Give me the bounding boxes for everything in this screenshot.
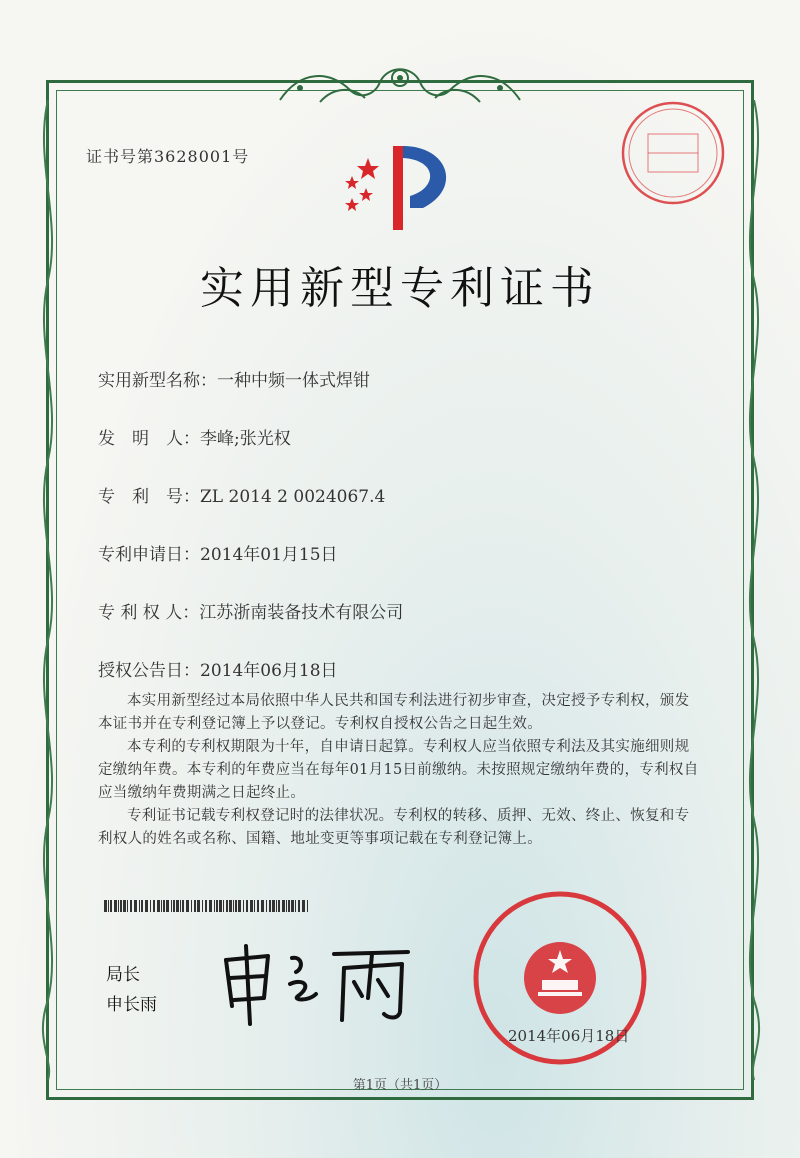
barcode-bar [205,900,207,912]
field-application-date [98,540,338,565]
barcode-bar [307,900,308,912]
barcode-bar [194,900,196,912]
barcode-bar [269,900,271,912]
barcode-bar [139,900,140,912]
barcode-bar [173,900,175,912]
barcode-bar [298,900,300,912]
barcode-bar [257,900,259,912]
barcode-bar [166,900,169,912]
field-grant-date [98,656,338,681]
barcode-bar [120,900,122,912]
field-value: ZL 2014 2 0024067.4 [200,487,386,507]
field-label: 实用新型名称： [98,371,217,391]
barcode-bar [226,900,228,912]
barcode [104,900,308,912]
barcode-bar [176,900,179,912]
field-label: 专 利 权 人： [98,603,200,623]
field-value: 2014年06月18日 [200,661,338,681]
barcode-bar [278,900,280,912]
barcode-bar [216,900,218,912]
barcode-bar [288,900,290,912]
barcode-bar [104,900,107,912]
barcode-bar [219,900,222,912]
seal-date: 2014年06月18日 [508,1027,630,1045]
field-label: 授权公告日： [98,661,200,681]
barcode-bar [223,900,224,912]
barcode-bar [254,900,255,912]
field-value: 江苏浙南装备技术有限公司 [199,603,404,623]
barcode-bar [145,900,148,912]
barcode-bar [141,900,143,912]
barcode-bar [233,900,234,912]
barcode-bar [134,900,137,912]
cnipa-logo [338,138,468,238]
certificate-number: 证书号第3628001号 [86,147,250,166]
barcode-bar [295,900,296,912]
barcode-bar [157,900,160,912]
field-label: 发 明 人： [98,429,200,449]
field-value: 李峰;张光权 [200,429,291,449]
barcode-bar [182,900,184,912]
barcode-bar [302,900,305,912]
barcode-bar [209,900,212,912]
certificate-body [98,690,704,851]
field-label: 专 利 号： [98,487,200,507]
barcode-bar [276,900,277,912]
field-utility-model-name [98,366,370,391]
barcode-bar [250,900,253,912]
left-vine-ornament [34,100,62,1080]
barcode-bar [282,900,285,912]
barcode-bar [243,900,244,912]
field-inventors [98,424,291,449]
barcode-bar [127,900,128,912]
barcode-bar [110,900,112,912]
barcode-bar [261,900,264,912]
barcode-bar [291,900,294,912]
barcode-bar [202,900,203,912]
barcode-bar [238,900,241,912]
barcode-bar [191,900,192,912]
barcode-bar [150,900,151,912]
signatory-name: 申长雨 [106,995,157,1015]
body-paragraph: 本专利的专利权期限为十年，自申请日起算。专利权人应当依照专利法及其实施细则规定缴纳年费。本专利的年费应当在每年01月15日前缴纳。未按照规定缴纳年费的，专利权自应当缴纳年费期满之日起终止。 [98,739,699,801]
barcode-bar [153,900,155,912]
body-paragraph: 本实用新型经过本局依照中华人民共和国专利法进行初步审查，决定授予专利权，颁发本证书并在专利登记簿上予以登记。专利权自授权公告之日起生效。 [98,693,690,732]
barcode-bar [161,900,162,912]
field-value: 2014年01月15日 [200,545,338,565]
handwritten-signature [212,938,422,1028]
top-ornament [260,60,540,110]
signatory-title: 局长 [106,965,140,985]
field-value: 一种中频一体式焊钳 [217,371,370,391]
barcode-bar [130,900,132,912]
barcode-bar [123,900,126,912]
barcode-bar [286,900,287,912]
right-vine-ornament [740,100,768,1080]
barcode-bar [235,900,237,912]
barcode-bar [180,900,181,912]
field-patentee [98,598,403,623]
page-title: 实用新型专利证书 [200,263,600,314]
barcode-bar [272,900,275,912]
field-label: 专利申请日： [98,545,200,565]
field-patent-number [98,482,385,507]
body-paragraph: 专利证书记载专利权登记时的法律状况。专利权的转移、质押、无效、终止、恢复和专利权人的姓名或名称、国籍、地址变更等事项记载在专利登记簿上。 [98,808,690,847]
barcode-bar [114,900,117,912]
barcode-bar [186,900,189,912]
agency-tax-seal [618,98,728,208]
barcode-bar [108,900,109,912]
barcode-bar [266,900,267,912]
barcode-bar [214,900,215,912]
barcode-bar [246,900,248,912]
barcode-bar [229,900,232,912]
barcode-bar [197,900,200,912]
barcode-bar [163,900,165,912]
barcode-bar [118,900,119,912]
page-number: 第1页（共1页） [352,1078,448,1093]
barcode-bar [171,900,172,912]
